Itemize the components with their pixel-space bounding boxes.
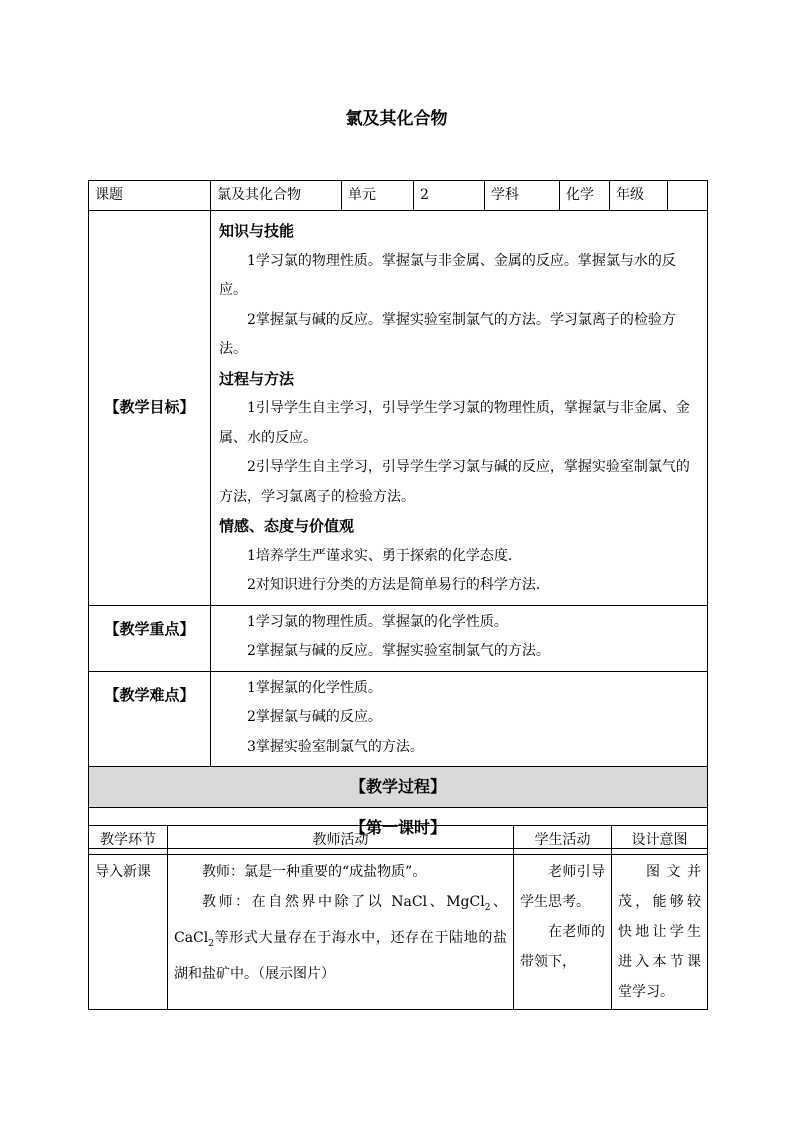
objective-item: 2掌握氯与碱的反应。掌握实验室制氯气的方法。学习氯离子的检验方法。 xyxy=(219,311,676,357)
objective-item: 1引导学生自主学习，引导学生学习氯的物理性质，掌握氯与非金属、金属、水的反应。 xyxy=(219,400,690,446)
column-header: 教学环节 xyxy=(89,826,168,855)
intent-line: 图文并茂，能够较快地让学生进入本节课堂学习。 xyxy=(618,864,701,1000)
objective-item: 2对知识进行分类的方法是简单易行的科学方法. xyxy=(247,577,541,593)
difficulty-item: 3掌握实验室制氯气的方法。 xyxy=(247,738,424,755)
subject-value: 化学 xyxy=(560,181,610,211)
section-heading: 情感、态度与价值观 xyxy=(219,517,355,535)
student-line: 老师引导学生思考。 xyxy=(520,864,605,910)
grade-label: 年级 xyxy=(610,181,668,211)
difficulties-content xyxy=(211,671,708,767)
objectives-row xyxy=(89,211,708,606)
process-row xyxy=(89,855,708,1010)
grade-value xyxy=(668,181,708,211)
teacher-line: 教师：在自然界中除了以 NaCl、MgCl$_2$、CaCl$_2$等形式大量存在于海水中，还存在于陆地的盐湖和盐矿中。（展示图片） xyxy=(174,894,507,982)
section-heading: 知识与技能 xyxy=(219,222,295,240)
stage-cell: 导入新课 xyxy=(89,855,168,1010)
course-label: 课题 xyxy=(89,181,211,211)
objective-item: 1培养学生严谨求实、勇于探索的化学态度. xyxy=(247,547,513,564)
student-line: 在老师的带领下， xyxy=(520,924,605,970)
objectives-label: 【教学目标】 xyxy=(89,211,211,606)
process-band-row xyxy=(89,767,708,808)
subject-label: 学科 xyxy=(485,181,560,211)
difficulty-item: 1掌握氯的化学性质。 xyxy=(247,679,382,696)
difficulties-row xyxy=(89,671,708,767)
lesson-plan-table xyxy=(88,180,708,849)
page-title: 氯及其化合物 xyxy=(345,109,448,129)
process-table xyxy=(88,825,708,1010)
objective-item: 2引导学生自主学习，引导学生学习氯与碱的反应，掌握实验室制氯气的方法，学习氯离子的检验方法。 xyxy=(219,459,690,505)
student-cell xyxy=(514,855,612,1010)
column-header: 设计意图 xyxy=(612,826,708,855)
unit-value: 2 xyxy=(414,181,485,211)
process-header-row xyxy=(89,826,708,855)
objective-item: 1学习氯的物理性质。掌握氯与非金属、金属的反应。掌握氯与水的反应。 xyxy=(219,252,676,298)
process-band: 【教学过程】 xyxy=(89,767,708,808)
key-point-item: 1学习氯的物理性质。掌握氯的化学性质。 xyxy=(247,613,508,630)
column-header: 教师活动 xyxy=(168,826,514,855)
header-row xyxy=(89,181,708,211)
difficulty-item: 2掌握氯与碱的反应。 xyxy=(247,709,382,725)
intent-cell xyxy=(612,855,708,1010)
objectives-content xyxy=(211,211,708,606)
key-points-row xyxy=(89,605,708,671)
unit-label: 单元 xyxy=(342,181,414,211)
teacher-cell xyxy=(168,855,514,1010)
teacher-line: 教师：氯是一种重要的“成盐物质”。 xyxy=(202,864,427,880)
lesson-band: 【第一课时】 xyxy=(89,808,708,849)
key-point-item: 2掌握氯与碱的反应。掌握实验室制氯气的方法。 xyxy=(247,643,550,659)
key-points-label: 【教学重点】 xyxy=(89,605,211,671)
key-points-content xyxy=(211,605,708,671)
column-header: 学生活动 xyxy=(514,826,612,855)
section-heading: 过程与方法 xyxy=(219,369,295,388)
difficulties-label: 【教学难点】 xyxy=(89,671,211,767)
course-value: 氯及其化合物 xyxy=(211,181,342,211)
